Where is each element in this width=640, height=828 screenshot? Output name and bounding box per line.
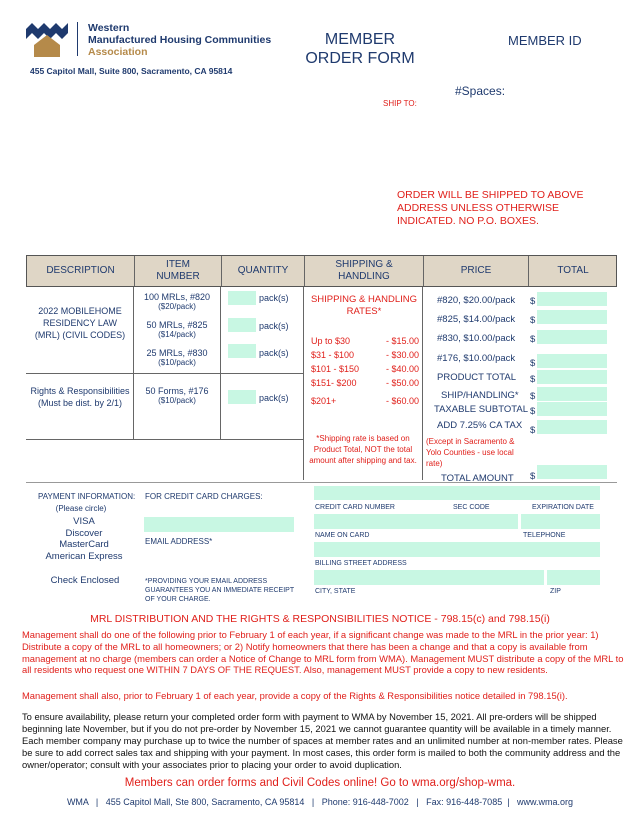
total-amount-label: TOTAL AMOUNT — [441, 473, 514, 484]
telephone-label: TELEPHONE — [523, 532, 566, 539]
quantity-input-830[interactable] — [228, 344, 256, 358]
rate-cost-1: - $15.00 — [385, 336, 419, 346]
payment-info-label: PAYMENT INFORMATION: — [38, 492, 136, 501]
total-amount-input[interactable] — [537, 465, 607, 479]
payment-amex[interactable]: American Express — [45, 550, 123, 562]
tax-note: (Except in Sacramento & Yolo Counties - use local rate) — [426, 437, 515, 468]
dollar-sign: $ — [530, 425, 536, 436]
price-825: #825, $14.00/pack — [437, 314, 516, 325]
description-mrl: 2022 MOBILEHOME RESIDENCY LAW (MRL) (CIVIL CODES) — [34, 306, 126, 340]
title-line-2: ORDER FORM — [305, 50, 415, 67]
dollar-sign: $ — [530, 334, 536, 345]
tax-label: ADD 7.25% CA TAX — [437, 420, 523, 431]
ship-to-label: SHIP TO: — [383, 99, 417, 108]
email-note: *PROVIDING YOUR EMAIL ADDRESS GUARANTEES YOU AN IMMEDIATE RECEIPT OF YOUR CHARGE. — [145, 578, 294, 603]
please-circle: (Please circle) — [55, 504, 107, 513]
description-rights: Rights & Responsibilities (Must be dist. by 2/1) — [30, 386, 130, 408]
qty-label-830: pack(s) — [259, 348, 289, 358]
dollar-sign: $ — [530, 406, 536, 417]
table-header — [26, 255, 617, 287]
notice-para-3: To ensure availability, please return your completed order form with payment to WMA by November 15, 2021. All pre-orders will be shipped beginning late November, but if you do not pre-order by November 15, 2021 we cannot guarantee quantity will be available in a timely manner. Each member company may purchase up to twice the number of spaces at member rates and an unlimited number at non-member rates. Please be sure to add correct sales tax and shipping with your payment. In most cases, this order form is mailed to both the community address and the owner/operator; consult with your associates prior to placing your order to avoid duplication. — [22, 711, 623, 770]
cc-number-label: CREDIT CARD NUMBER — [315, 504, 395, 511]
ship-handling-label: SHIP/HANDLING* — [441, 390, 519, 401]
name-on-card-input[interactable] — [314, 514, 518, 529]
billing-address-input[interactable] — [314, 542, 600, 557]
dollar-sign: $ — [530, 374, 536, 385]
quantity-input-820[interactable] — [228, 291, 256, 305]
total-input-825[interactable] — [537, 310, 607, 324]
shipping-note: *Shipping rate is based on Product Total, NOT the total amount after shipping and tax. — [309, 434, 417, 465]
email-input[interactable] — [144, 517, 294, 532]
dollar-sign: $ — [530, 315, 536, 326]
header-quantity: QUANTITY — [237, 265, 289, 276]
dollar-sign: $ — [530, 358, 536, 369]
item-830-price: ($10/pack) — [158, 358, 196, 367]
notice-para-2: Management shall also, prior to February 1 of each year, provide a copy of the Rights & Responsibilities notice detailed in 798.15(i). — [22, 690, 568, 701]
rate-cost-3: - $40.00 — [385, 364, 419, 374]
header-total: TOTAL — [557, 265, 589, 276]
credit-card-number-input[interactable] — [314, 486, 600, 500]
rate-cost-4: - $50.00 — [385, 378, 419, 388]
logo-line-3: Association — [88, 46, 148, 58]
member-id-label: MEMBER ID — [508, 33, 582, 48]
spaces-label: #Spaces: — [455, 84, 506, 98]
item-825-label: 50 MRLs, #825 — [146, 320, 208, 330]
title-line-1: MEMBER — [324, 31, 396, 48]
rate-range-1: Up to $30 — [311, 336, 351, 346]
payment-check[interactable]: Check Enclosed — [50, 575, 120, 586]
payment-visa[interactable]: VISA — [73, 516, 95, 527]
rate-range-5: $201+ — [311, 396, 337, 406]
dollar-sign: $ — [530, 391, 536, 402]
rate-range-4: $151- $200 — [311, 378, 357, 388]
shipping-rates-title: SHIPPING & HANDLING RATES* — [310, 294, 418, 317]
ship-notice: ORDER WILL BE SHIPPED TO ABOVE ADDRESS UNLESS OTHERWISE INDICATED. NO P.O. BOXES. — [397, 189, 584, 227]
city-state-input[interactable] — [314, 570, 544, 585]
item-830-label: 25 MRLs, #830 — [146, 348, 208, 358]
billing-address-label: BILLING STREET ADDRESS — [315, 560, 407, 567]
qty-label-820: pack(s) — [259, 293, 289, 303]
rate-range-2: $31 - $100 — [311, 350, 355, 360]
wma-logo-icon — [26, 23, 68, 57]
header-shipping: SHIPPING & HANDLING — [335, 259, 393, 282]
logo-line-2: Manufactured Housing Communities — [88, 34, 272, 46]
telephone-input[interactable] — [521, 514, 600, 529]
item-820-price: ($20/pack) — [158, 302, 196, 311]
sec-code-label: SEC CODE — [453, 504, 490, 511]
logo-line-1: Western — [88, 22, 130, 34]
cc-charges-label: FOR CREDIT CARD CHARGES: — [145, 492, 263, 501]
header-item-number: ITEM NUMBER — [156, 259, 200, 282]
taxable-subtotal-input[interactable] — [537, 402, 607, 416]
email-label: EMAIL ADDRESS* — [145, 537, 213, 546]
zip-label: ZIP — [550, 588, 561, 595]
ship-handling-input[interactable] — [537, 387, 607, 401]
item-825-price: ($14/pack) — [158, 330, 196, 339]
footer: WMA | 455 Capitol Mall, Ste 800, Sacramento, CA 95814 | Phone: 916-448-7002 | Fax: 916-448-7085 | www.wma.org — [66, 797, 574, 807]
price-820: #820, $20.00/pack — [437, 295, 516, 306]
logo — [26, 23, 68, 57]
payment-discover[interactable]: Discover — [65, 527, 103, 539]
header-description: DESCRIPTION — [46, 265, 115, 276]
name-on-card-label: NAME ON CARD — [315, 532, 370, 539]
product-total-label: PRODUCT TOTAL — [437, 372, 517, 383]
item-176-price: ($10/pack) — [158, 396, 196, 405]
rate-range-3: $101 - $150 — [311, 364, 360, 374]
qty-label-176: pack(s) — [259, 393, 289, 403]
quantity-input-825[interactable] — [228, 318, 256, 332]
tax-input[interactable] — [537, 420, 607, 434]
expiration-label: EXPIRATION DATE — [532, 504, 594, 511]
dollar-sign: $ — [530, 296, 536, 307]
city-state-label: CITY, STATE — [315, 588, 356, 595]
rate-cost-2: - $30.00 — [385, 350, 419, 360]
dollar-sign: $ — [530, 471, 536, 482]
total-input-820[interactable] — [537, 292, 607, 306]
org-address: 455 Capitol Mall, Suite 800, Sacramento, CA 95814 — [30, 66, 233, 76]
zip-input[interactable] — [547, 570, 600, 585]
product-total-input[interactable] — [537, 370, 607, 384]
qty-label-825: pack(s) — [259, 321, 289, 331]
notice-para-1: Management shall do one of the following prior to February 1 of each year, if a significant change was made to the MRL in the prior year: 1) Distribute a copy of the MRL to all homeowners; or 2) Notify homeowners that there has been a change and that a copy is available from management at no charge (members can order a Notice of Change to MRL form from WMA). Management MUST distribute a copy of the MRL to all residents who request one WITHIN 7 DAYS OF THE REQUEST. Also, management MUST provide a copy to new residents. — [22, 629, 624, 676]
taxable-subtotal-label: TAXABLE SUBTOTAL — [434, 404, 528, 415]
total-input-830[interactable] — [537, 330, 607, 344]
total-input-176[interactable] — [537, 354, 607, 368]
payment-mastercard[interactable]: MasterCard — [59, 539, 109, 550]
header-price: PRICE — [460, 265, 492, 276]
rate-cost-5: - $60.00 — [385, 396, 419, 406]
item-176-label: 50 Forms, #176 — [145, 386, 209, 396]
item-820-label: 100 MRLs, #820 — [143, 292, 211, 302]
notice-title: MRL DISTRIBUTION AND THE RIGHTS & RESPONSIBILITIES NOTICE - 798.15(c) and 798.15(i) — [90, 613, 550, 625]
order-online-notice: Members can order forms and Civil Codes online! Go to wma.org/shop-wma. — [124, 777, 516, 789]
price-176: #176, $10.00/pack — [437, 353, 516, 364]
price-830: #830, $10.00/pack — [437, 333, 516, 344]
logo-divider — [77, 22, 78, 56]
quantity-input-176[interactable] — [228, 390, 256, 404]
